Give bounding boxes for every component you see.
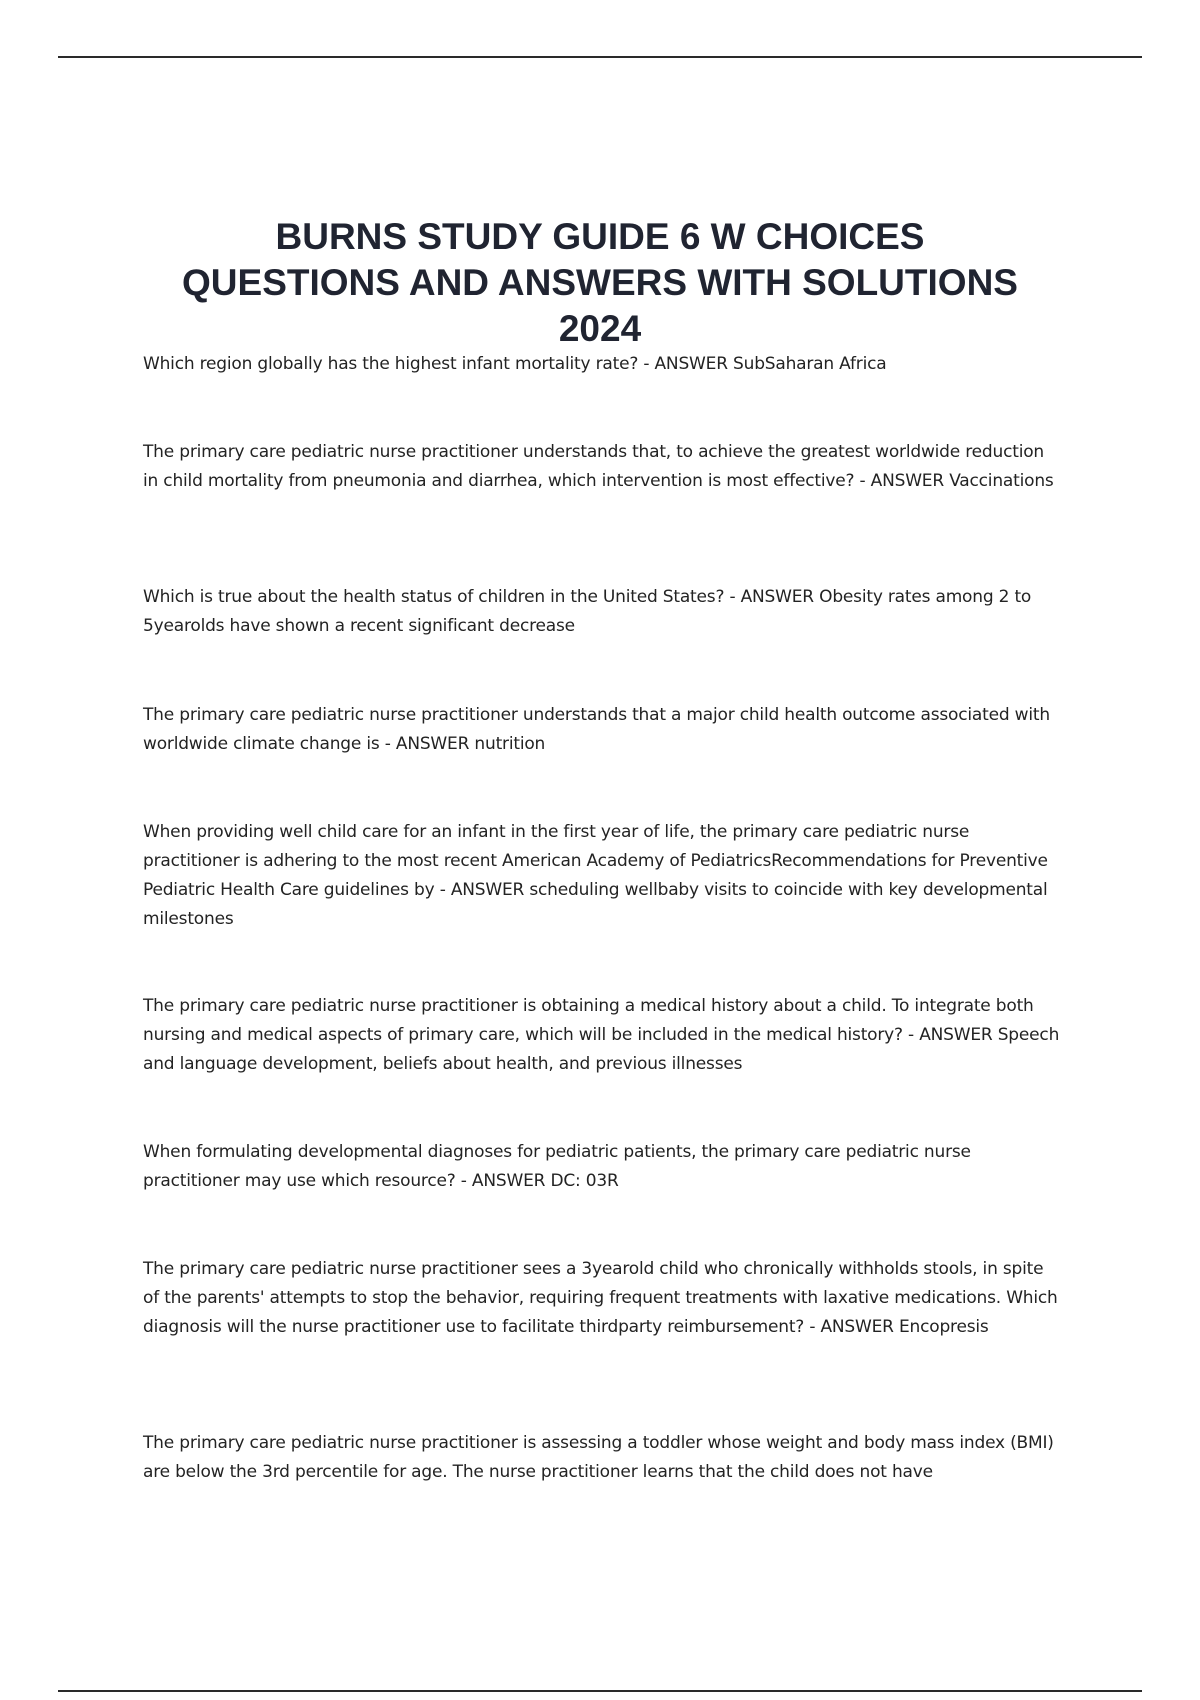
- qa-item-8: The primary care pediatric nurse practitioner sees a 3yearold child who chronically withholds stools, in spite of the parents' attempts to stop the behavior, requiring frequent treatments with laxative medications. Which diagnosis will the nurse practitioner use to facilitate thirdparty reimbursement? - ANSWER Encopresis: [143, 1259, 1058, 1337]
- answer-label: ANSWER: [471, 1171, 546, 1191]
- answer-text: Vaccinations: [949, 471, 1054, 491]
- answer-text: Speech and language development, beliefs about health, and previous illnesses: [143, 1025, 1060, 1074]
- qa-item-6: The primary care pediatric nurse practitioner is obtaining a medical history about a child. To integrate both nursing and medical aspects of primary care, which will be included in the medical history? - ANSWER Speech and language development, beliefs about health, and previous illnesses: [143, 996, 1060, 1074]
- bottom-rule: [58, 1690, 1142, 1692]
- answer-label: ANSWER: [820, 1317, 894, 1337]
- answer-label: ANSWER: [870, 471, 944, 491]
- answer-text: Encopresis: [898, 1317, 989, 1337]
- answer-label: ANSWER: [395, 734, 470, 754]
- question-text: The primary care pediatric nurse practitioner is obtaining a medical history about a child. To integrate both nursing and medical aspects of primary care, which will be included in the medical history?: [143, 996, 1034, 1045]
- question-text: Which is true about the health status of children in the United States?: [143, 587, 725, 607]
- answer-label: ANSWER: [919, 1025, 993, 1045]
- qa-item-7: When formulating developmental diagnoses for pediatric patients, the primary care pediatric nurse practitioner may use which resource? - ANSWER DC: 03R: [143, 1142, 971, 1191]
- question-text: The primary care pediatric nurse practitioner is assessing a toddler whose weight and body mass index (BMI) are below the 3rd percentile for age. The nurse practitioner learns that the child does not have: [143, 1433, 1054, 1482]
- title-line-2: QUESTIONS AND ANSWERS WITH SOLUTIONS: [182, 262, 1018, 303]
- question-text: The primary care pediatric nurse practitioner understands that a major child health outcome associated with worldwide climate change is: [143, 705, 1050, 754]
- answer-text: SubSaharan Africa: [733, 354, 887, 374]
- answer-label: ANSWER: [450, 880, 525, 900]
- qa-item-5: When providing well child care for an infant in the first year of life, the primary care pediatric nurse practitioner is adhering to the most recent American Academy of PediatricsRecommendations for Preventive Pediatric Health Care guidelines by - ANSWER scheduling wellbaby visits to coincide with key developmental milestones: [143, 822, 1048, 929]
- qa-item-3: Which is true about the health status of children in the United States? - ANSWER Obesity rates among 2 to 5yearolds have shown a recent significant decrease: [143, 587, 1032, 636]
- answer-text: scheduling wellbaby visits to coincide with key developmental milestones: [143, 880, 1048, 929]
- document-title: [100, 214, 1100, 352]
- question-text: The primary care pediatric nurse practitioner understands that, to achieve the greatest worldwide reduction in child mortality from pneumonia and diarrhea, which intervention is most effective?: [143, 442, 1044, 491]
- question-text: The primary care pediatric nurse practitioner sees a 3yearold child who chronically withholds stools, in spite of the parents' attempts to stop the behavior, requiring frequent treatments with laxative medications. Which diagnosis will the nurse practitioner use to facilitate thirdparty reimbursement?: [143, 1259, 1058, 1337]
- question-text: When providing well child care for an infant in the first year of life, the primary care pediatric nurse practitioner is adhering to the most recent American Academy of PediatricsRecommendations for Preventive Pediatric Health Care guidelines by: [143, 822, 1048, 900]
- top-rule: [58, 56, 1142, 58]
- title-line-3: 2024: [558, 308, 642, 349]
- question-text: Which region globally has the highest infant mortality rate?: [143, 354, 639, 374]
- question-text: When formulating developmental diagnoses for pediatric patients, the primary care pediatric nurse practitioner may use which resource?: [143, 1142, 971, 1191]
- answer-text: nutrition: [474, 734, 546, 754]
- answer-text: DC: 03R: [550, 1171, 619, 1191]
- qa-item-2: The primary care pediatric nurse practitioner understands that, to achieve the greatest worldwide reduction in child mortality from pneumonia and diarrhea, which intervention is most effective? - ANSWER Vaccinations: [143, 442, 1054, 491]
- answer-label: ANSWER: [740, 587, 814, 607]
- title-line-1: BURNS STUDY GUIDE 6 W CHOICES: [275, 216, 925, 257]
- qa-item-4: The primary care pediatric nurse practitioner understands that a major child health outcome associated with worldwide climate change is - ANSWER nutrition: [143, 705, 1050, 754]
- answer-label: ANSWER: [654, 354, 728, 374]
- qa-item-1: Which region globally has the highest infant mortality rate? - ANSWER SubSaharan Africa: [143, 354, 887, 374]
- qa-item-9-partial: [143, 1429, 1063, 1487]
- answer-text: Obesity rates among 2 to 5yearolds have shown a recent significant decrease: [143, 587, 1032, 636]
